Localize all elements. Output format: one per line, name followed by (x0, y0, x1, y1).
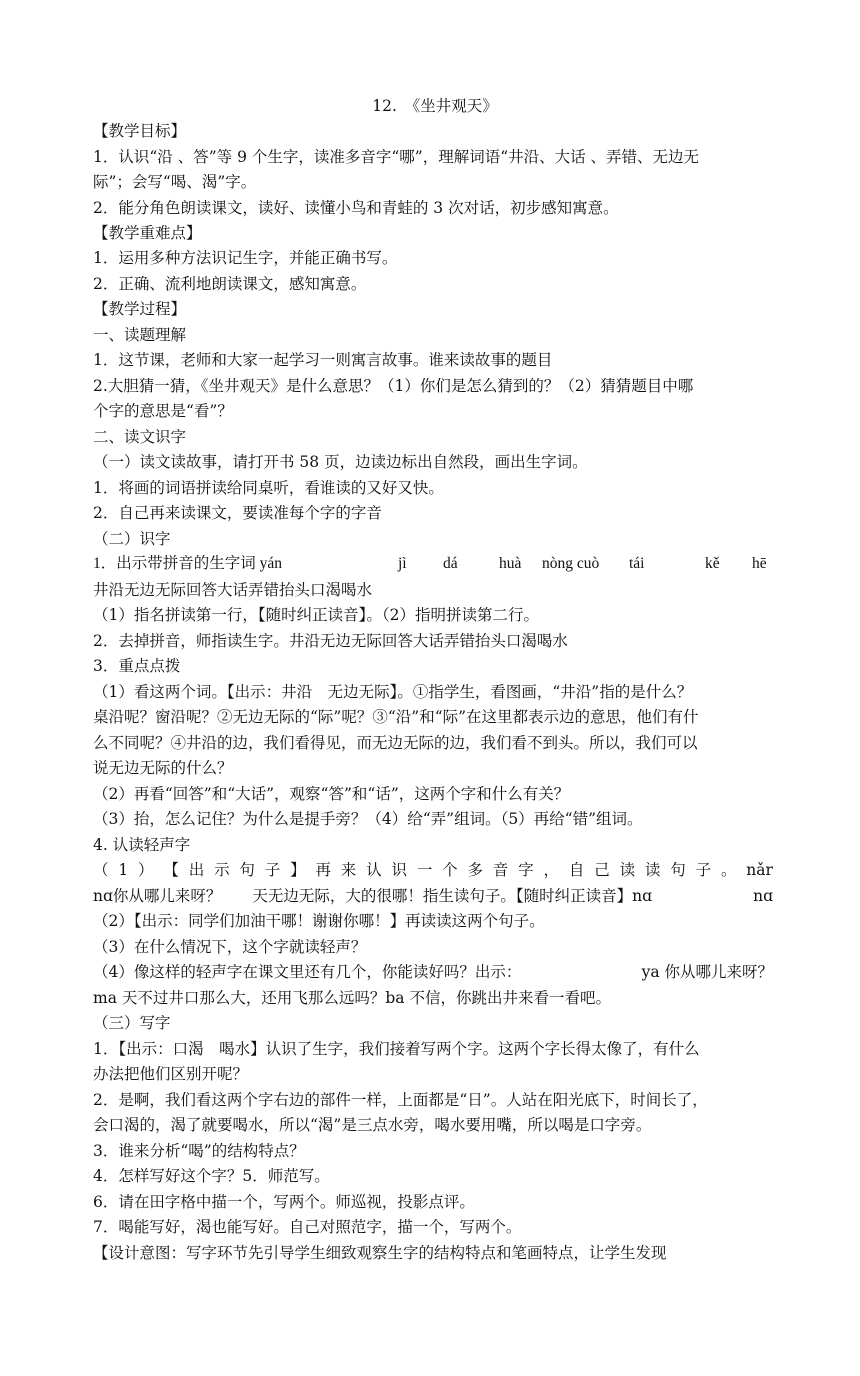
section-heading-key-points: 【教学重难点】 (93, 224, 202, 242)
paragraph-line: 6．请在田字格中描一个，写两个。师巡视，投影点评。 (93, 1193, 475, 1211)
paragraph-line: 办法把他们区别开呢？ (93, 1065, 249, 1083)
subheading-line: （二）识字 (93, 530, 171, 548)
sentence-char: 识 (391, 861, 407, 879)
paragraph-line-show (93, 960, 773, 984)
sentence-char: 读 (619, 861, 636, 879)
sentence-char: 子 (264, 861, 281, 879)
paragraph-line: 3．谁来分析“喝”的结构特点？ (93, 1142, 305, 1160)
sentence-char: 己 (594, 861, 610, 879)
paragraph-line: （一）读文读故事，请打开书 58 页，边读边标出自然段，画出生字词。 (93, 453, 588, 471)
sentence-text: nɑ你从哪儿来呀？ 天无边无际，大的很哪！指生读句子。【随时纠正读音】nɑ (93, 887, 653, 905)
pinyin-he: hē (752, 555, 767, 572)
paragraph-line: 会口渴的，渴了就要喝水，所以“渴”是三点水旁，喝水要用嘴，所以喝是口字旁。 (93, 1116, 652, 1134)
paragraph-line: 1．运用多种方法识记生字，并能正确书写。 (93, 249, 398, 267)
paragraph-line: 4．怎样写好这个字？5．师范写。 (93, 1167, 330, 1185)
pinyin-da: dá (443, 555, 458, 572)
paragraph-line: 桌沿呢？窗沿呢？②无边无际的“际”呢？③“沿”和“际”在这里都表示边的意思，他们有什 (93, 708, 699, 726)
sentence-char: 句 (670, 861, 686, 879)
pinyin-ke: kě (705, 555, 720, 572)
pinyin-line (93, 552, 773, 576)
sentence-char: 。 (720, 861, 737, 879)
paragraph-line: （2）【出示：同学们加油干哪！谢谢你哪！】再读读这两个句子。 (93, 912, 545, 930)
sentence-char: 出 (188, 861, 205, 879)
paragraph-line: 2．能分角色朗读课文，读好、读懂小鸟和青蛙的 3 次对话，初步感知寓意。 (93, 199, 619, 217)
paragraph-line: 2．自己再来读课文，要读准每个字的字音 (93, 504, 382, 522)
sentence-char: 字 (518, 861, 534, 879)
pinyin-ji: jì (398, 555, 407, 572)
paragraph-line: 3．重点点拨 (93, 657, 181, 675)
sentence-char: ， (543, 861, 560, 879)
paragraph-line: （2）再看“回答”和“大话”，观察“答”和“话”，这两个字和什么有关？ (93, 785, 570, 803)
paragraph-line: 7．喝能写好，渴也能写好。自己对照范字，描一个，写两个。 (93, 1218, 522, 1236)
sentence-char: （ (93, 861, 109, 879)
pinyin-nongcuo: nòng cuò (542, 555, 600, 572)
pinyin-tai: tái (629, 555, 645, 572)
paragraph-line: 1．将画的词语拼读给同桌听，看谁读的又好又快。 (93, 479, 444, 497)
sentence-char: 自 (568, 861, 585, 879)
sentence-line-justified (93, 858, 773, 882)
characters-line: 井沿无边无际回答大话弄错抬头口渴喝水 (93, 581, 373, 599)
subheading-line: 4. 认读轻声字 (93, 836, 191, 854)
subheading-line: 一、读题理解 (93, 326, 187, 344)
sentence-char: 再 (315, 861, 331, 879)
sentence-char: 句 (239, 861, 255, 879)
paragraph-text: （4）像这样的轻声字在课文里还有几个，你能读好吗？出示： (93, 963, 522, 981)
section-heading-objectives: 【教学目标】 (93, 122, 187, 140)
paragraph-line: 2.大胆猜一猜，《坐井观天》是什么意思？（1）你们是怎么猜到的？（2）猜猜题目中哪 (93, 377, 694, 395)
sentence-char: 子 (695, 861, 712, 879)
sentence-char: ） (138, 861, 154, 879)
sentence-char: 多 (467, 861, 484, 879)
paragraph-line: 个字的意思是“看”？ (93, 402, 233, 420)
pinyin-ya-sentence: ya 你从哪儿来呀？ (641, 963, 773, 981)
sentence-char: 1 (118, 861, 129, 879)
sentence-char: 音 (492, 861, 509, 879)
paragraph-line: ma 天不过井口那么大，还用飞那么远吗？ba 不信，你跳出井来看一看吧。 (93, 989, 611, 1007)
paragraph-line: （3）抬，怎么记住？为什么是提手旁？（4）给“弄”组词。（5）再给“错”组词。 (93, 810, 643, 828)
sentence-line-na (93, 884, 773, 908)
paragraph-line: 1．认识“沿 、答”等 9 个生字，读准多音字“哪”，理解词语“井沿、大话 、弄错、无边无 (93, 148, 700, 166)
paragraph-line: 1．这节课，老师和大家一起学习一则寓言故事。谁来读故事的题目 (93, 351, 553, 369)
sentence-char: 【 (163, 861, 179, 879)
sentence-char: 读 (644, 861, 661, 879)
paragraph-line: （1）指名拼读第一行，【随时纠正读音】。（2）指明拼读第二行。 (93, 606, 539, 624)
design-intent-line: 【设计意图：写字环节先引导学生细致观察生字的结构特点和笔画特点，让学生发现 (93, 1244, 667, 1262)
paragraph-line: （1）看这两个词。【出示：井沿 无边无际】。①指学生，看图画，“井沿”指的是什么？ (93, 683, 693, 701)
paragraph-line: 2．去掉拼音，师指读生字。井沿无边无际回答大话弄错抬头口渴喝水 (93, 632, 568, 650)
subheading-line: 二、读文识字 (93, 428, 187, 446)
subheading-line: （三）写字 (93, 1014, 171, 1032)
pinyin-intro: 1．出示带拼音的生字词 yán (93, 555, 283, 572)
paragraph-line: （3）在什么情况下，这个字就读轻声？ (93, 938, 367, 956)
pinyin-hua: huà (499, 555, 522, 572)
sentence-char: 一 (416, 861, 433, 879)
paragraph-line: 么不同呢？④井沿的边，我们看得见，而无边无际的边，我们看不到头。所以，我们可以 (93, 734, 698, 752)
pinyin-na: nɑ (753, 887, 773, 905)
sentence-char: 个 (442, 861, 458, 879)
section-heading-process: 【教学过程】 (93, 300, 187, 318)
paragraph-line: 2．是啊，我们看这两个字右边的部件一样，上面都是“日”。人站在阳光底下，时间长了， (93, 1091, 708, 1109)
document-title: 12. 《坐井观天》 (372, 97, 498, 115)
sentence-char: 认 (366, 861, 382, 879)
paragraph-line: 说无边无际的什么？ (93, 759, 233, 777)
paragraph-line: 1．【出示：口渴 喝水】认识了生字，我们接着写两个字。这两个字长得太像了，有什么 (93, 1040, 700, 1058)
paragraph-line: 2．正确、流利地朗读课文，感知寓意。 (93, 275, 367, 293)
paragraph-line: 际”；会写“喝、渴”字。 (93, 173, 257, 191)
sentence-char: 示 (214, 861, 230, 879)
sentence-char: 来 (340, 861, 357, 879)
sentence-char: 】 (290, 861, 306, 879)
sentence-char: nǎr (746, 861, 773, 879)
